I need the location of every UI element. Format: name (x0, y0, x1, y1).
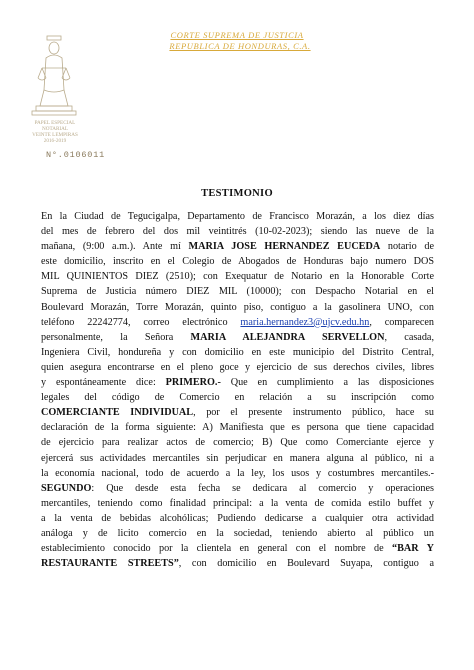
body-line: teléfono 22242774, correo electrónico maria.hernandez3@ujcv.edu.hn, comparecen (41, 316, 434, 328)
body-line: COMERCIANTE INDIVIDUAL, por el presente instrumento público, hace su (41, 407, 434, 419)
body-line: y espontáneamente dice: PRIMERO.- Que en cumplimiento a las disposiciones (41, 377, 434, 389)
body-line: a la venta de bebidas alcohólicas; Pudiendo dedicarse a cualquier otra actividad (41, 512, 434, 524)
body-line: Suprema de Justicia número DIEZ MIL (10000); con Despacho Notarial en el (41, 286, 434, 298)
seal-text-2: NOTARIAL (41, 126, 69, 132)
body-line: establecimiento conocido por la clientela en general con el nombre de “BAR Y (41, 543, 434, 555)
seal-text-1: PAPEL ESPECIAL (34, 120, 76, 126)
business-name-part-2: RESTAURANTE STREETS” (41, 558, 179, 570)
body-line: mercantiles, teniendo como finalidad principal: a la venta de comida estilo buffet y (41, 497, 434, 509)
body-line: legales del código de Comercio en relación a su inscripción como (41, 392, 434, 404)
notary-name: MARIA JOSE HERNANDEZ EUCEDA (188, 241, 381, 253)
body-line: de ejercicio para realizar actos de comercio; B) Que como Comerciante ejerce y (41, 437, 434, 449)
body-line: Ingeniera Civil, hondureña y con domicilio en este municipio del Distrito Central, (41, 346, 434, 358)
body-line: del mes de febrero del dos mil veintitrés (10-02-2023); siendo las nueve de la (41, 226, 434, 238)
seal-text-3: VEINTE LEMPIRAS (32, 132, 78, 138)
body-line: análoga y de licito comercio en la sociedad, teniendo abierto al público un (41, 527, 434, 539)
business-name-part-1: “BAR Y (392, 543, 434, 555)
document-body (41, 209, 434, 571)
body-line: declaración de la forma siguiente: A) Manifiesta que es persona que tiene capacidad (41, 422, 434, 434)
body-line: ejercerá sus actividades mercantiles sin perjudicar en manera alguna al público, ni a (41, 452, 434, 464)
header-line-2: REPUBLICA DE HONDURAS, C.A. (169, 41, 311, 51)
notarial-seal-stamp (20, 28, 90, 188)
body-line: este domicilio, inscrito en el Colegio de Abogados de Honduras bajo numero DOS (41, 256, 434, 268)
document-title: TESTIMONIO (201, 188, 273, 199)
folio-number: N°.0106011 (46, 150, 106, 160)
body-line: Boulevard Morazán, Torre Morazán, quinto piso, contiguo a la gasolinera UNO, con (41, 301, 434, 313)
body-line: personalmente, la Señora MARIA ALEJANDRA SERVELLON, casada, (41, 331, 434, 343)
email-link[interactable]: maria.hernandez3@ujcv.edu.hn (240, 316, 370, 328)
header-line-1: CORTE SUPREMA DE JUSTICIA (170, 30, 304, 40)
body-line: SEGUNDO: Que desde esta fecha se dedicara al comercio y operaciones (41, 482, 434, 494)
appearing-party-name: MARIA ALEJANDRA SERVELLON (190, 331, 385, 343)
clause-segundo: SEGUNDO (41, 482, 92, 494)
body-line: mañana, (9:00 a.m.). Ante mí MARIA JOSE HERNANDEZ EUCEDA notario de (41, 241, 434, 253)
body-line: RESTAURANTE STREETS”, con domicilio en Boulevard Suyapa, contiguo a (41, 558, 434, 570)
seal-text-4: 2016-2019 (43, 138, 67, 144)
merchant-type: COMERCIANTE INDIVIDUAL (41, 407, 194, 419)
clause-primero: PRIMERO.- (165, 377, 221, 389)
body-line: MIL QUINIENTOS DIEZ (2510); con Exequatur de Notario en la Honorable Corte (41, 271, 434, 283)
body-line: quien asegura encontrarse en el pleno goce y ejercicio de sus derechos civiles, libres (41, 361, 434, 373)
body-line: En la Ciudad de Tegucigalpa, Departamento de Francisco Morazán, a los diez días (41, 211, 434, 222)
body-line: la economía nacional, todo de acuerdo a la ley, los usos y costumbres mercantiles.- (41, 467, 434, 479)
